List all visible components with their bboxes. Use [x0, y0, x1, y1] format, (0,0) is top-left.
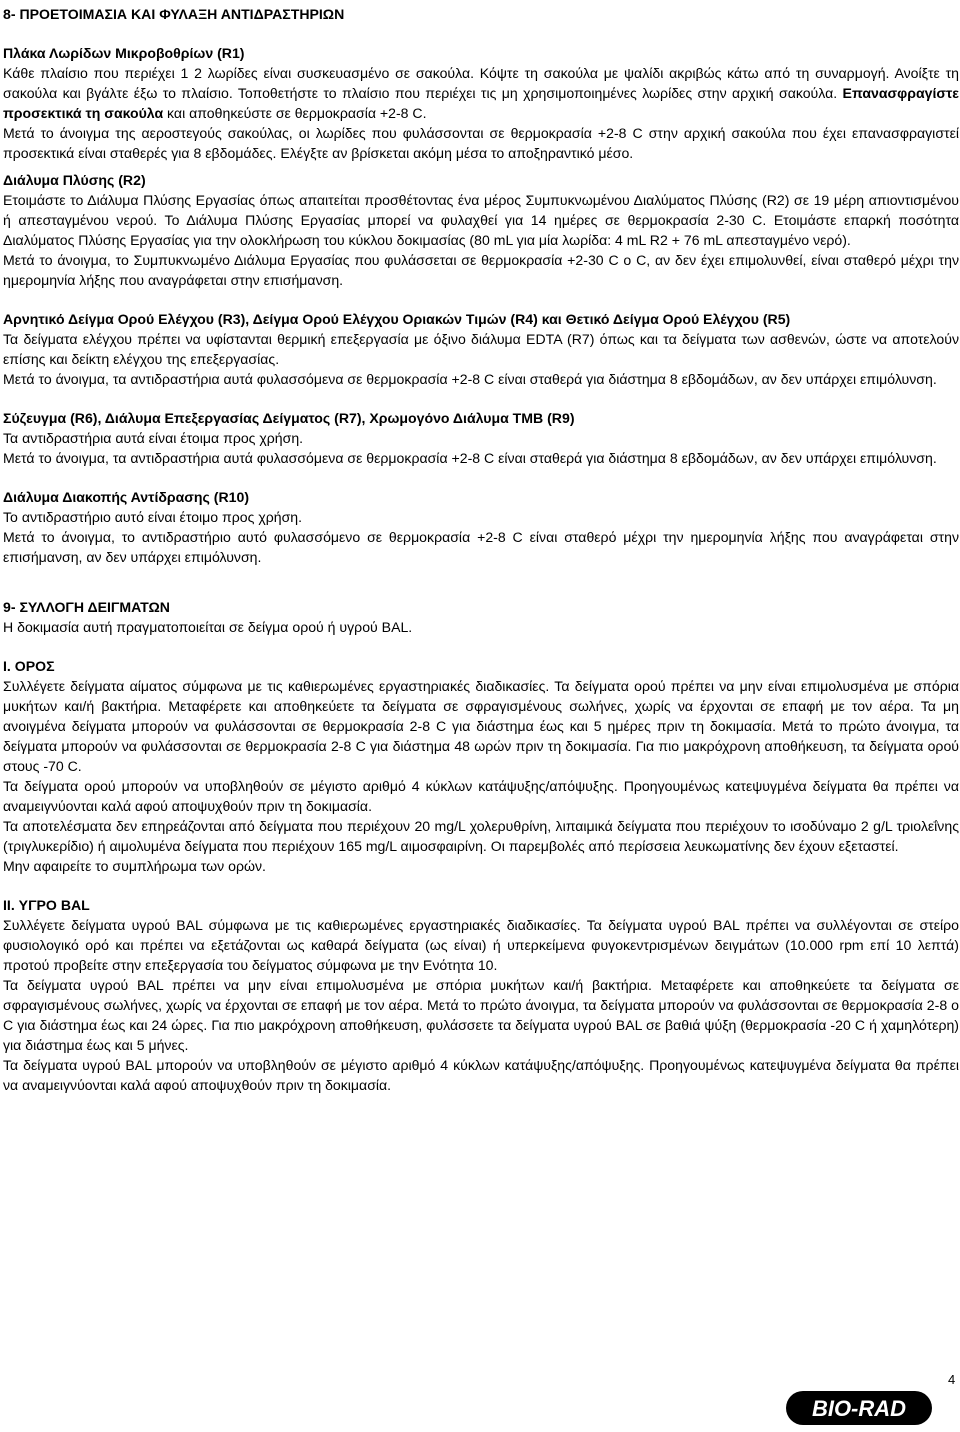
bio-rad-logo: [786, 1391, 932, 1425]
bio-rad-logo-text: BIO-RAD: [811, 1396, 907, 1421]
r1-text-end: και αποθηκεύστε σε θερμοκρασία +2-8 C.: [163, 105, 427, 121]
page-number: 4: [948, 1372, 956, 1387]
bal-heading: II. ΥΓΡΟ BAL: [3, 897, 90, 913]
r1-paragraph: [3, 63, 959, 123]
section-9-intro: Η δοκιμασία αυτή πραγματοποιείται σε δείγμα ορού ή υγρού BAL.: [3, 619, 413, 635]
serum-heading: I. ΟΡΟΣ: [3, 658, 55, 674]
document-page: [3, 4, 959, 1095]
bal-paragraph-1: Συλλέγετε δείγματα υγρού BAL σύμφωνα με τις καθιερωμένες εργαστηριακές διαδικασίες. Τα δείγματα υγρού BAL πρέπει να συλλέγονται σε στείρο φυσιολογικό ορό και πρέπει να εξετάζονται ως καθαρά δείγματα (ως είναι) ή υπερκείμενα φυγοκεντρισμένων δειγμάτων (10.000 rpm επί 10 λεπτά) προτού προβείτε στην επεξεργασία του δείγματος σύμφωνα με την Ενότητα 10.: [3, 917, 959, 973]
serum-paragraph-4: Μην αφαιρείτε το συμπλήρωμα των ορών.: [3, 858, 266, 874]
section-9-title: 9- ΣΥΛΛΟΓΗ ΔΕΙΓΜΑΤΩΝ: [3, 599, 170, 615]
serum-paragraph-2: Τα δείγματα ορού μπορούν να υποβληθούν σε μέγιστο αριθμό 4 κύκλων κατάψυξης/απόψυξης. Προηγουμένως κατεψυγμένα δείγματα θα πρέπει να αναμειγνύονται καλά αφού αποψυχθούν πριν τη δοκιμασία.: [3, 778, 959, 814]
bal-paragraph-2: Τα δείγματα υγρού BAL πρέπει να μην είναι επιμολυσμένα με σπόρια μυκήτων και/ή βακτήρια. Μεταφέρετε και αποθηκεύετε τα δείγματα σε σφραγισμένους σωλήνες, χωρίς να έρχονται σε επαφή με τον αέρα. Μετά το πρώτο άνοιγμα, τα δείγματα μπορούν να φυλάσσονται σε θερμοκρασία 2-8 o C για διάστημα έως και 24 ώρες. Για πιο μακρόχρονη αποθήκευση, φυλάσσετε τα δείγματα υγρού BAL σε βαθιά ψύξη (θερμοκρασία -20 C ή χαμηλότερη) για διάστημα έως και 5 μήνες.: [3, 977, 959, 1053]
bal-paragraph-3: Τα δείγματα υγρού BAL μπορούν να υποβληθούν σε μέγιστο αριθμό 4 κύκλων κατάψυξης/απόψυξης. Προηγουμένως κατεψυγμένα δείγματα θα πρέπει να αναμειγνύονται καλά αφού αποψυχθούν πριν τη δοκιμασία.: [3, 1057, 959, 1093]
r2-heading: Διάλυμα Πλύσης (R2): [3, 172, 146, 188]
r1-heading: Πλάκα Λωρίδων Μικροβοθρίων (R1): [3, 45, 245, 61]
serum-paragraph-1: Συλλέγετε δείγματα αίματος σύμφωνα με τις καθιερωμένες εργαστηριακές διαδικασίες. Τα δείγματα ορού πρέπει να μην είναι επιμολυσμένα με σπόρια μυκήτων και/ή βακτήρια. Μεταφέρετε και αποθηκεύετε τα δείγματα σε σφραγισμένους σωλήνες, χωρίς να έρχονται σε επαφή με τον αέρα. Τα μη ανοιγμένα δείγματα μπορούν να φυλάσσονται σε θερμοκρασία 2-8 C για διάστημα έως και 5 ημέρες πριν τη δοκιμασία. Μετά το πρώτο άνοιγμα, τα δείγματα μπορούν να φυλάσσονται σε θερμοκρασία 2-8 C για διάστημα 48 ωρών πριν τη δοκιμασία. Για πιο μακρόχρονη αποθήκευση, τα δείγματα ορού στους -70 C.: [3, 678, 959, 774]
r6-r9-heading: Σύζευγμα (R6), Διάλυμα Επεξεργασίας Δείγματος (R7), Χρωμογόνο Διάλυμα TMB (R9): [3, 410, 575, 426]
r10-paragraph: Το αντιδραστήριο αυτό είναι έτοιμο προς χρήση.: [3, 509, 303, 525]
r2-stability-paragraph: Μετά το άνοιγμα, το Συμπυκνωμένο Διάλυμα Εργασίας που φυλάσσεται σε θερμοκρασία +2-30 C o C, αν δεν έχει επιμολυνθεί, είναι σταθερό μέχρι την ημερομηνία λήξης που αναγράφεται στην επισήμανση.: [3, 252, 959, 288]
r6-r9-paragraph: Τα αντιδραστήρια αυτά είναι έτοιμα προς χρήση.: [3, 430, 304, 446]
r1-text: Κάθε πλαίσιο που περιέχει 1 2 λωρίδες είναι συσκευασμένο σε σακούλα. Κόψτε τη σακούλα με ψαλίδι ακριβώς κάτω από τη συναρμογή. Ανοίξτε τη σακούλα και βγάλτε έξω το πλαίσιο. Τοποθετήστε το πλαίσιο που περιέχει τις μη χρησιμοποιημένες λωρίδες στην αρχική σακούλα.: [3, 65, 959, 101]
r3-r5-heading: Αρνητικό Δείγμα Ορού Ελέγχου (R3), Δείγμα Ορού Ελέγχου Οριακών Τιμών (R4) και Θετικό Δείγμα Ορού Ελέγχου (R5): [3, 311, 791, 327]
r10-heading: Διάλυμα Διακοπής Αντίδρασης (R10): [3, 489, 250, 505]
r2-paragraph: Ετοιμάστε το Διάλυμα Πλύσης Εργασίας όπως απαιτείται προσθέτοντας ένα μέρος Συμπυκνωμένου Διαλύματος Πλύσης (R2) σε 19 μέρη απιοντισμένου ή απεσταγμένου νερού. Το Διάλυμα Πλύσης Εργασίας μπορεί να φυλαχθεί για 14 ημέρες σε θερμοκρασία 2-30 C. Ετοιμάστε επαρκή ποσότητα Διαλύματος Πλύσης Εργασίας για την ολοκλήρωση του κύκλου δοκιμασίας (80 mL για μία λωρίδα: 4 mL R2 + 76 mL απεσταγμένο νερό).: [3, 192, 959, 248]
r6-r9-stability-paragraph: Μετά το άνοιγμα, τα αντιδραστήρια αυτά φυλασσόμενα σε θερμοκρασία +2-8 C είναι σταθερά για διάστημα 8 εβδομάδων, αν δεν υπάρχει επιμόλυνση.: [3, 450, 937, 466]
r1-bold-text: Επανασφραγίστε προσεκτικά τη σακούλα: [3, 85, 959, 121]
r3-r5-stability-paragraph: Μετά το άνοιγμα, τα αντιδραστήρια αυτά φυλασσόμενα σε θερμοκρασία +2-8 C είναι σταθερά για διάστημα 8 εβδομάδων, αν δεν υπάρχει επιμόλυνση.: [3, 371, 937, 387]
r3-r5-paragraph: Τα δείγματα ελέγχου πρέπει να υφίστανται θερμική επεξεργασία με όξινο διάλυμα EDTA (R7) όπως και τα δείγματα των ασθενών, ώστε να αποτελούν επίσης και δείκτη ελέγχου της επεξεργασίας.: [3, 331, 959, 367]
r1-stability-paragraph: Μετά το άνοιγμα της αεροστεγούς σακούλας, οι λωρίδες που φυλάσσονται σε θερμοκρασία +2-8 C στην αρχική σακούλα που έχει επανασφραγιστεί προσεκτικά είναι σταθερές για 8 εβδομάδες. Ελέγξτε αν βρίσκεται ακόμη μέσα το αποξηραντικό μέσο.: [3, 125, 959, 161]
r10-stability-paragraph: Μετά το άνοιγμα, το αντιδραστήριο αυτό φυλασσόμενο σε θερμοκρασία +2-8 C είναι σταθερό μέχρι την ημερομηνία λήξης που αναγράφεται στην επισήμανση, αν δεν υπάρχει επιμόλυνση.: [3, 529, 959, 565]
serum-paragraph-3: Τα αποτελέσματα δεν επηρεάζονται από δείγματα που περιέχουν 20 mg/L χολερυθρίνη, λιπαιμικά δείγματα που περιέχουν το ισοδύναμο 2 g/L τριολεΐνης (τριγλυκερίδιο) ή αιμολυμένα δείγματα που περιέχουν 165 mg/L αιμοσφαιρίνη. Οι παρεμβολές από περίσσεια λευκωματίνης δεν έχουν εξεταστεί.: [3, 818, 959, 854]
section-8-title: 8- ΠΡΟΕΤΟΙΜΑΣΙΑ ΚΑΙ ΦΥΛΑΞΗ ΑΝΤΙΔΡΑΣΤΗΡΙΩΝ: [3, 6, 345, 22]
